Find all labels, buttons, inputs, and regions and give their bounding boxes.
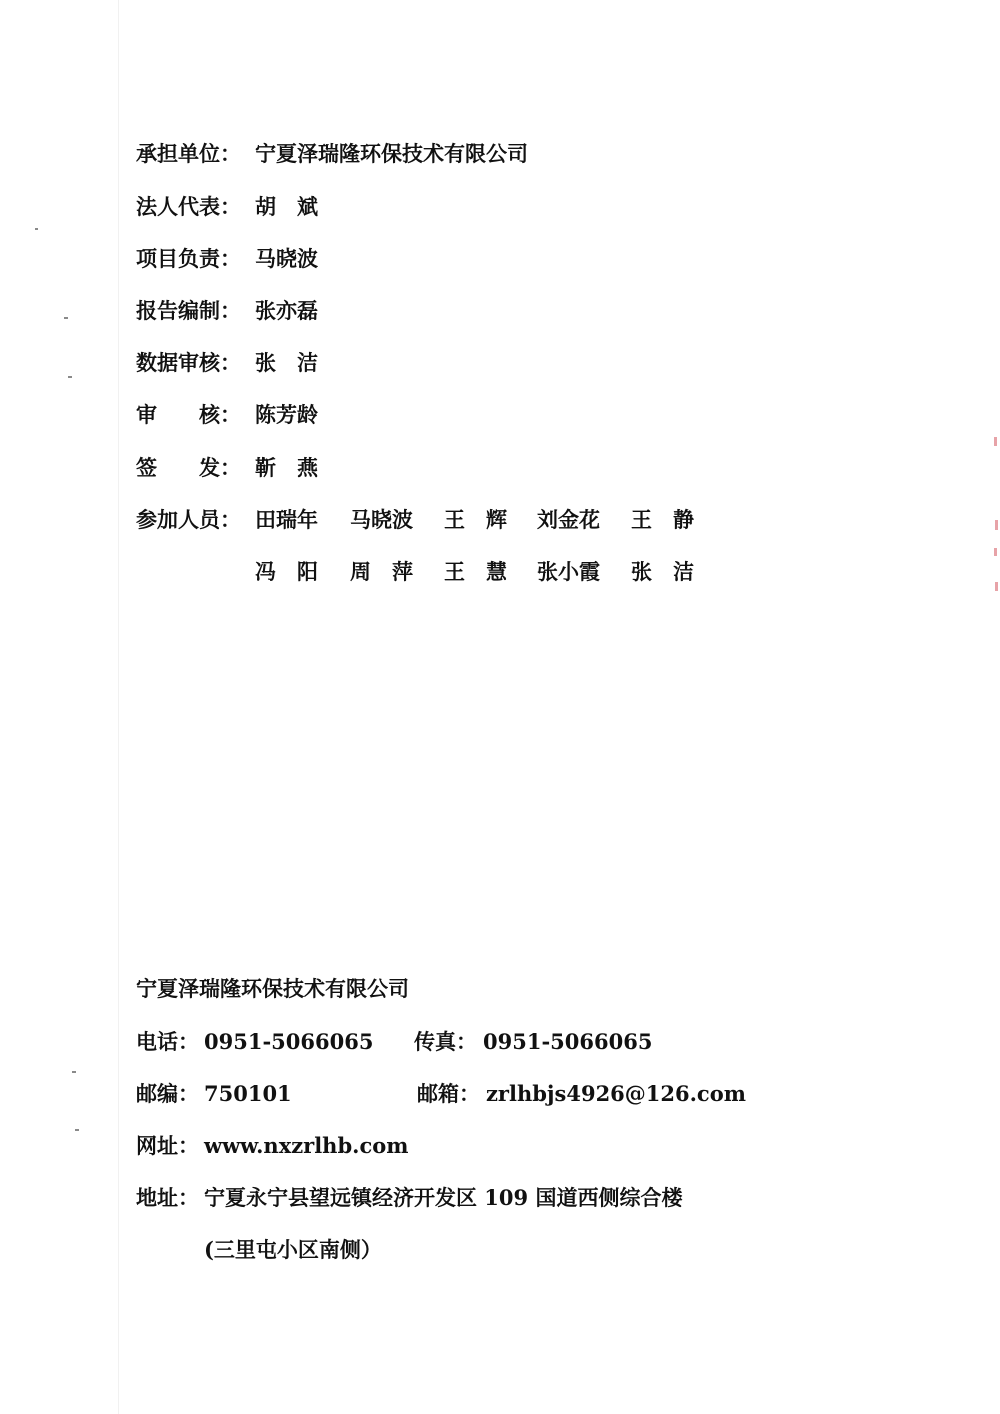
- participant-name: 王 慧: [444, 559, 507, 584]
- stamp-edge-mark: [994, 437, 997, 446]
- contact-address-row-2: [0, 1232, 1000, 1268]
- credit-value: 胡 斌: [255, 194, 318, 219]
- postcode-label: 邮编：: [136, 1081, 199, 1106]
- credit-row-reviewer: [0, 397, 1000, 433]
- participant-name: 刘金花: [537, 507, 600, 532]
- fax-value: 0951-5066065: [483, 1029, 653, 1054]
- company-name: 宁夏泽瑞隆环保技术有限公司: [136, 976, 409, 1001]
- participant-name: 周 萍: [350, 559, 413, 584]
- participant-name: 张小霞: [537, 559, 600, 584]
- participant-name: 王 静: [631, 507, 694, 532]
- credit-label: 数据审核：: [136, 350, 241, 375]
- credit-value: 靳 燕: [255, 455, 318, 480]
- scan-speck: [35, 228, 38, 230]
- credit-label: 项目负责：: [136, 246, 241, 271]
- credit-row-legal-representative: [0, 189, 1000, 225]
- address-label: 地址：: [136, 1185, 199, 1210]
- website-label: 网址：: [136, 1133, 199, 1158]
- stamp-edge-mark: [995, 582, 998, 591]
- scan-speck: [75, 1129, 79, 1131]
- credit-label: 承担单位：: [136, 141, 241, 166]
- credit-row-project-lead: [0, 241, 1000, 277]
- credit-row-data-review: [0, 345, 1000, 381]
- contact-postcode-email-row: [0, 1076, 1000, 1112]
- credit-value: 张 洁: [255, 350, 318, 375]
- participant-name: 田瑞年: [255, 507, 318, 532]
- email-value: zrlhbjs4926@126.com: [486, 1081, 746, 1106]
- address-line-2: (三里屯小区南侧）: [204, 1237, 382, 1262]
- scan-speck: [72, 1071, 76, 1073]
- credit-value: 马晓波: [255, 246, 318, 271]
- credit-row-issuer: [0, 450, 1000, 486]
- credit-row-report-author: [0, 293, 1000, 329]
- credit-value: 宁夏泽瑞隆环保技术有限公司: [255, 141, 528, 166]
- participants-row-1: [0, 502, 1000, 538]
- stamp-edge-mark: [995, 520, 998, 530]
- credit-label: 法人代表：: [136, 194, 241, 219]
- contact-website-row: [0, 1128, 1000, 1164]
- website-value: www.nxzrlhb.com: [204, 1133, 409, 1158]
- credit-row-undertaking-unit: [0, 136, 1000, 172]
- credit-value: 张亦磊: [255, 298, 318, 323]
- participants-label: 参加人员：: [136, 507, 241, 532]
- participant-name: 王 辉: [444, 507, 507, 532]
- participant-name: 张 洁: [631, 559, 694, 584]
- contact-phone-fax-row: [0, 1024, 1000, 1060]
- participant-name: 马晓波: [350, 507, 413, 532]
- participant-name: 冯 阳: [255, 559, 318, 584]
- contact-company-row: [0, 971, 1000, 1007]
- stamp-edge-mark: [994, 548, 997, 556]
- fax-label: 传真：: [414, 1029, 477, 1054]
- participants-row-2: [0, 554, 1000, 590]
- phone-value: 0951-5066065: [204, 1029, 374, 1054]
- credit-value: 陈芳龄: [255, 402, 318, 427]
- email-label: 邮箱：: [417, 1081, 480, 1106]
- address-line-1: 宁夏永宁县望远镇经济开发区 109 国道西侧综合楼: [204, 1185, 683, 1210]
- scan-speck: [68, 376, 72, 378]
- phone-label: 电话：: [136, 1029, 199, 1054]
- credit-label: 审 核：: [136, 402, 241, 427]
- credit-label: 报告编制：: [136, 298, 241, 323]
- scan-speck: [64, 317, 68, 319]
- contact-address-row: [0, 1180, 1000, 1216]
- credit-label: 签 发：: [136, 455, 241, 480]
- postcode-value: 750101: [204, 1081, 292, 1106]
